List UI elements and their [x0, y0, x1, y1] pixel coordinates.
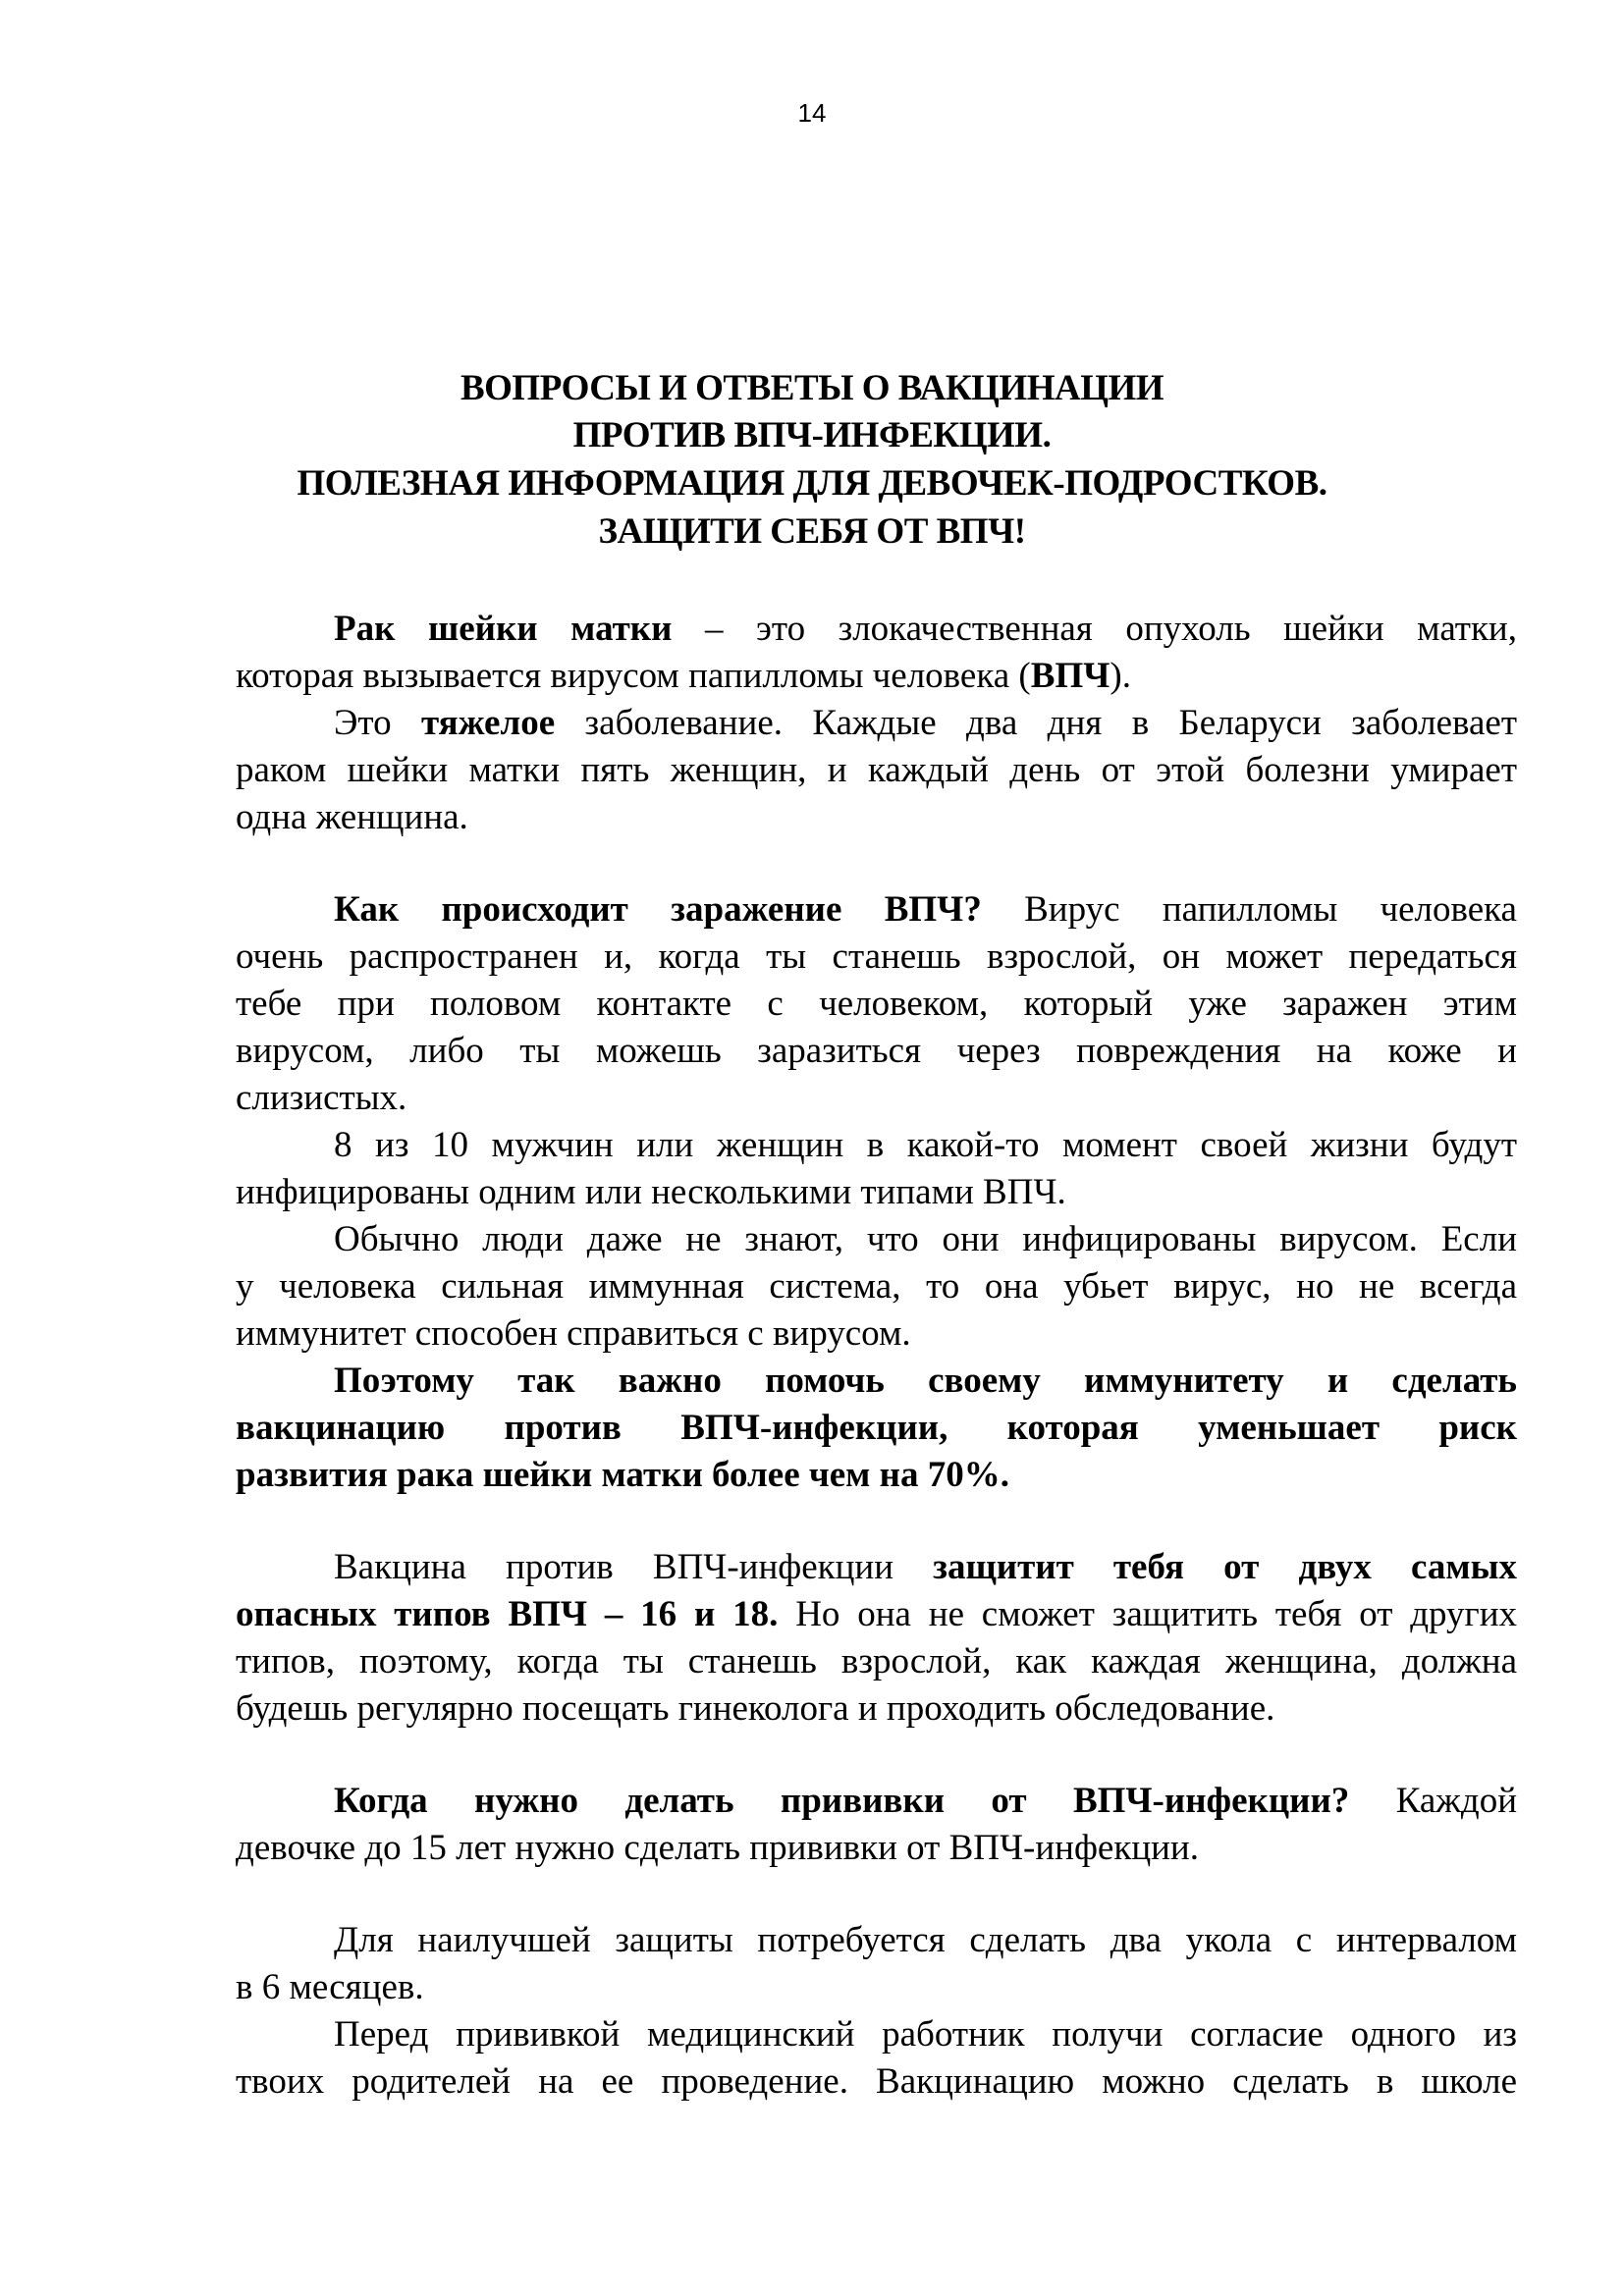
text-span: Каждой — [1349, 1781, 1517, 1821]
text-span: Вирус папилломы человека — [981, 889, 1517, 930]
text-line: типов, поэтому, когда ты станешь взрослой, как каждая женщина, должна — [236, 1641, 1517, 1682]
text-line: вакцинацию против ВПЧ-инфекции, которая уменьшает риск — [236, 1408, 1517, 1448]
text-line: Обычно люди даже не знают, что они инфицированы вирусом. Если — [334, 1219, 1517, 1259]
text-span: Вакцина против ВПЧ-инфекции — [334, 1547, 934, 1587]
text-line — [334, 606, 1517, 653]
bold-question: Когда нужно делать прививки от ВПЧ-инфекции? — [334, 1781, 1350, 1821]
page-number: 14 — [797, 98, 827, 128]
title-line: ВОПРОСЫ И ОТВЕТЫ О ВАКЦИНАЦИИ — [460, 368, 1164, 408]
text-line — [334, 886, 1517, 934]
text-line: в 6 месяцев. — [236, 1967, 424, 2007]
text-span: – это злокачественная опухоль шейки матки, — [672, 609, 1517, 649]
text-line: иммунитет способен справиться с вирусом. — [236, 1313, 911, 1354]
text-line: одна женщина. — [236, 797, 468, 837]
title-line: ПРОТИВ ВПЧ-ИНФЕКЦИИ. — [572, 415, 1052, 455]
bold-question: Как происходит заражение ВПЧ? — [334, 889, 982, 930]
text-span: ). — [1110, 656, 1131, 696]
text-line: Для наилучшей защиты потребуется сделать два укола с интервалом — [334, 1920, 1517, 1960]
text-line: очень распространен и, когда ты станешь взрослой, он может передаться — [236, 936, 1517, 977]
bold-term: защитит тебя от двух самых — [933, 1547, 1517, 1587]
text-line: у человека сильная иммунная система, то она убьет вирус, но не всегда — [236, 1266, 1517, 1307]
title-line: ЗАЩИТИ СЕБЯ ОТ ВПЧ! — [598, 511, 1026, 552]
text-line: вирусом, либо ты можешь заразиться через повреждения на коже и — [236, 1031, 1517, 1071]
text-line: Перед прививкой медицинский работник получи согласие одного из — [334, 2014, 1517, 2055]
text-line — [334, 1544, 1517, 1591]
text-span: Это — [334, 703, 421, 743]
text-line: раком шейки матки пять женщин, и каждый день от этой болезни умирает — [236, 750, 1517, 790]
title-line: ПОЛЕЗНАЯ ИНФОРМАЦИЯ ДЛЯ ДЕВОЧЕК-ПОДРОСТКОВ. — [297, 463, 1327, 504]
text-line — [236, 1591, 1517, 1638]
text-line: твоих родителей на ее проведение. Вакцинацию можно сделать в школе — [236, 2061, 1517, 2102]
text-line: инфицированы одним или несколькими типами ВПЧ. — [236, 1172, 1066, 1212]
text-line: девочке до 15 лет нужно сделать прививки от ВПЧ-инфекции. — [236, 1828, 1199, 1868]
text-line: Поэтому так важно помочь своему иммунитету и сделать — [334, 1361, 1517, 1401]
text-line: будешь регулярно посещать гинеколога и проходить обследование. — [236, 1688, 1275, 1729]
bold-term: тяжелое — [421, 703, 556, 743]
text-line — [236, 653, 1517, 700]
bold-term: Рак шейки матки — [334, 609, 673, 649]
text-span: которая вызывается вирусом папилломы человека ( — [236, 656, 1031, 696]
bold-term: ВПЧ — [1030, 656, 1110, 696]
text-span: Но она не сможет защитить тебя от других — [778, 1594, 1518, 1634]
text-line — [334, 700, 1517, 747]
text-line: развития рака шейки матки более чем на 70%. — [236, 1455, 1009, 1495]
text-line — [334, 1778, 1517, 1825]
text-span: заболевание. Каждые два дня в Беларуси заболевает — [555, 703, 1517, 743]
bold-term: опасных типов ВПЧ – 16 и 18. — [236, 1594, 779, 1634]
text-line: тебе при половом контакте с человеком, который уже заражен этим — [236, 984, 1517, 1024]
text-line: слизистых. — [236, 1078, 407, 1118]
text-line: 8 из 10 мужчин или женщин в какой-то момент своей жизни будут — [334, 1125, 1517, 1165]
